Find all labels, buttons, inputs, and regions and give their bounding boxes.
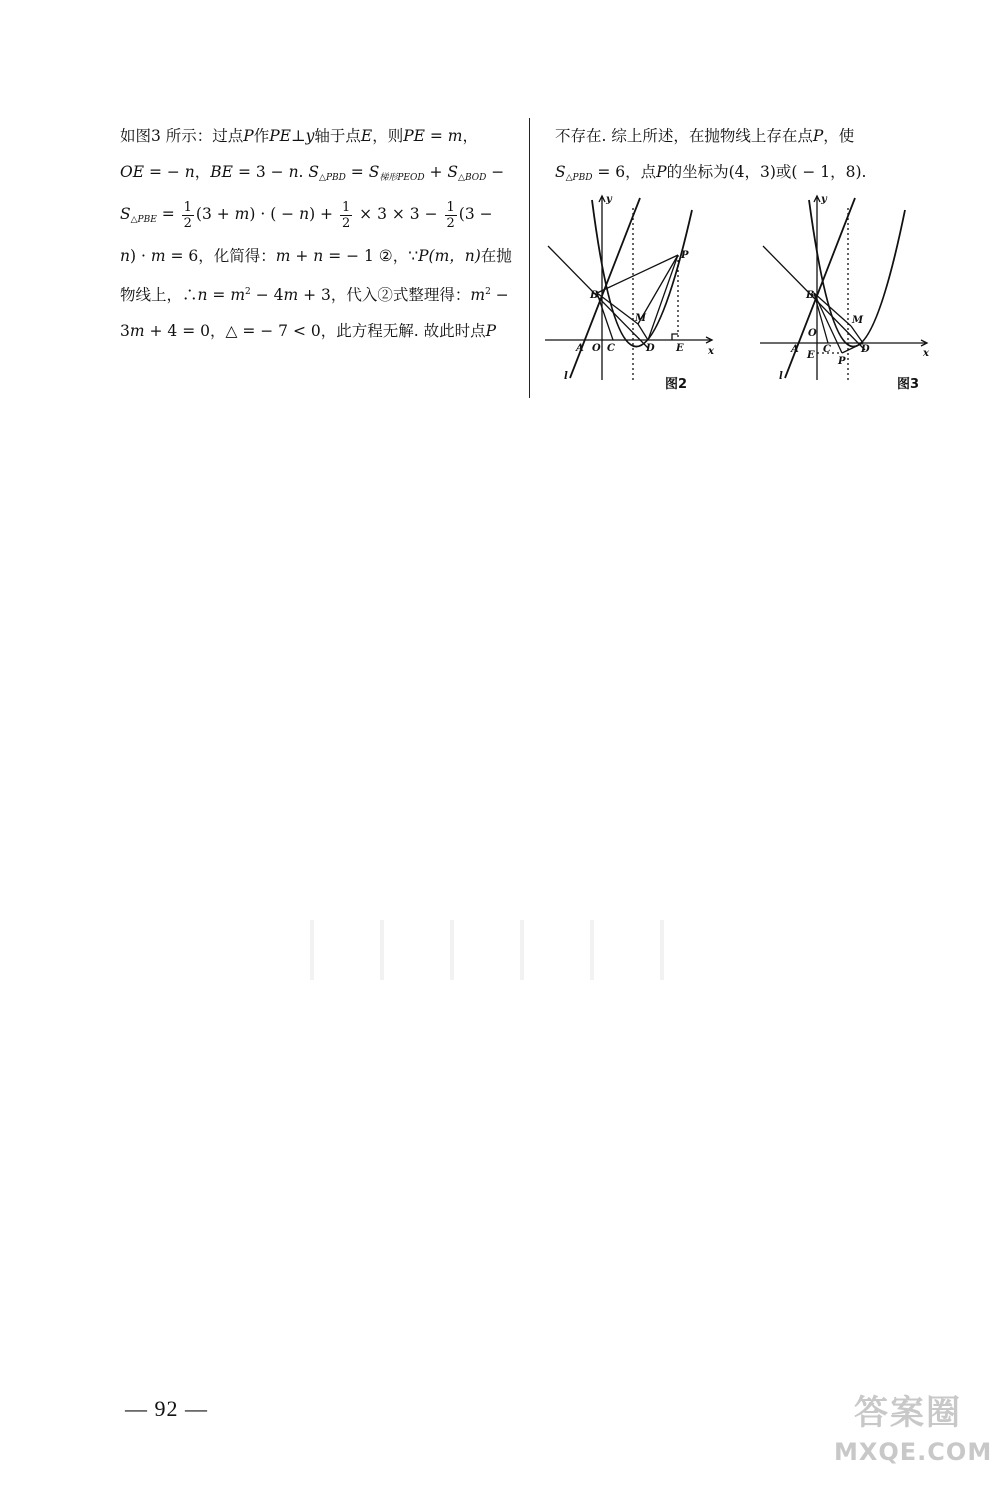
left-line-3 — [120, 196, 515, 238]
var-m: m — [230, 286, 246, 304]
text-segment: + 4 = 0，△ = − 7 < 0，此方程无解. 故此时点 — [144, 322, 486, 340]
label-x: x — [708, 346, 714, 357]
label-a: A — [576, 343, 584, 354]
text-segment: 不存在. 综上所述，在抛物线上存在点 — [555, 127, 813, 145]
fraction-denominator: 2 — [183, 215, 192, 231]
var-n: n — [120, 247, 130, 265]
fraction-denominator: 2 — [341, 215, 351, 231]
text-segment: 在抛 — [480, 247, 512, 265]
segment-pd — [648, 255, 678, 340]
label-p: P — [681, 250, 689, 261]
label-o: O — [592, 343, 601, 354]
segment-bp — [597, 255, 678, 293]
segment-bc — [597, 293, 613, 340]
label-d: D — [861, 344, 870, 355]
text-segment: = — [424, 127, 448, 145]
subscript: △PBD — [565, 173, 593, 183]
text-segment: 3 — [120, 322, 130, 340]
point-mn: (m，n) — [428, 247, 481, 265]
var-p: P — [485, 322, 497, 340]
var-s: S — [447, 163, 459, 181]
subscript: △BOD — [458, 173, 487, 183]
text-segment: = — [207, 286, 231, 304]
var-s: S — [368, 163, 380, 181]
var-m: m — [470, 286, 486, 304]
label-a: A — [791, 344, 799, 355]
var-pe: PE — [269, 127, 291, 145]
text-segment: 如图3 所示：过点 — [120, 127, 244, 145]
label-c: C — [607, 343, 615, 354]
var-s: S — [120, 205, 131, 223]
fraction — [182, 200, 194, 231]
right-column — [555, 118, 955, 196]
var-n: n — [197, 286, 208, 304]
fraction-numerator: 1 — [446, 199, 455, 215]
var-p: P — [812, 127, 824, 145]
text-segment: − — [490, 286, 509, 304]
text-segment: + — [290, 247, 314, 265]
text-segment: = − — [144, 163, 185, 181]
fraction-denominator: 2 — [446, 215, 455, 231]
var-m: m — [275, 247, 291, 265]
var-oe: OE — [120, 163, 145, 181]
var-p: P — [418, 247, 429, 265]
segment-md — [638, 324, 648, 340]
var-s: S — [555, 163, 566, 181]
watermark-logo — [834, 1391, 993, 1491]
var-e: E — [360, 127, 373, 145]
label-b: B — [590, 290, 599, 301]
subscript: 梯形PEOD — [379, 173, 425, 183]
page-number: — 92 — — [125, 1396, 208, 1421]
label-y: y — [821, 194, 827, 205]
text-segment: 轴于点 — [314, 127, 361, 145]
var-n: n — [288, 163, 299, 181]
segment-bm — [814, 293, 851, 326]
figure-3-caption: 图3 — [897, 377, 920, 392]
var-p: P — [243, 127, 254, 145]
label-o: O — [808, 328, 817, 339]
label-l: l — [564, 371, 568, 382]
label-l: l — [779, 371, 783, 382]
text-segment: = − 1 ②，∵ — [323, 247, 419, 265]
label-c: C — [823, 344, 831, 355]
var-m: m — [129, 322, 145, 340]
fraction — [445, 200, 457, 231]
subscript: △PBD — [319, 173, 346, 183]
label-y: y — [606, 194, 612, 205]
fraction — [340, 200, 352, 231]
label-m: M — [635, 313, 647, 324]
label-p: P — [838, 356, 846, 367]
text-segment: ⊥ — [291, 127, 306, 145]
var-n: n — [313, 247, 324, 265]
figure-3 — [755, 188, 935, 403]
var-n: n — [299, 205, 310, 223]
figure-2-caption: 图2 — [665, 377, 688, 392]
text-segment: . — [298, 163, 304, 181]
left-line-5 — [120, 274, 515, 313]
fraction-numerator: 1 — [341, 199, 351, 215]
text-segment: = 3 − — [233, 163, 289, 181]
text-segment: × 3 × 3 − — [354, 205, 443, 223]
text-segment: − 4 — [250, 286, 284, 304]
text-segment: ) · ( − — [249, 205, 300, 223]
figure-2-drawing — [540, 188, 720, 403]
parabola-curve — [592, 200, 692, 347]
var-y: y — [305, 127, 315, 145]
subscript: △PBE — [130, 215, 157, 225]
var-m: m — [447, 127, 463, 145]
label-e: E — [676, 343, 684, 354]
text-segment: ， — [462, 127, 479, 145]
left-line-2: OE = − n，BE = 3 − n. $S_{\triangle PBD} = S_{梯形PEOD} + S_{\triangle BOD}$ − — [120, 163, 505, 183]
right-line-1 — [555, 118, 955, 154]
left-column — [120, 118, 515, 349]
var-pe: PE — [403, 127, 425, 145]
left-line-6 — [120, 313, 515, 349]
var-m: m — [283, 286, 299, 304]
text-segment: ，则 — [372, 127, 404, 145]
left-line-1 — [120, 118, 515, 154]
label-e: E — [807, 350, 815, 361]
right-angle-mark — [672, 334, 678, 340]
figure-3-drawing — [755, 188, 935, 403]
text-segment: + 3，代入②式整理得： — [298, 286, 471, 304]
text-segment: ) + — [309, 205, 338, 223]
text-segment: 作 — [253, 127, 270, 145]
superscript: 2 — [485, 287, 491, 297]
watermark-url: MXQE.COM — [834, 1438, 993, 1466]
figure-2 — [540, 188, 720, 403]
text-segment: ，使 — [823, 127, 855, 145]
left-line-4 — [120, 238, 515, 274]
segment-pd — [842, 343, 863, 353]
text-segment: ) · — [129, 247, 151, 265]
var-s: S — [308, 163, 320, 181]
label-d: D — [646, 343, 655, 354]
segment-bm — [597, 293, 638, 324]
fraction-numerator: 1 — [183, 199, 192, 215]
text-segment: 物线上，∴ — [120, 286, 198, 304]
var-n: n — [184, 163, 195, 181]
column-divider — [529, 118, 530, 398]
label-m: M — [852, 315, 864, 326]
label-b: B — [806, 290, 815, 301]
text-segment: (3 + — [195, 205, 235, 223]
segment-md — [851, 326, 863, 343]
superscript: 2 — [245, 287, 251, 297]
text-segment: 的坐标为(4，3)或( − 1，8). — [666, 163, 867, 181]
text-segment: (3 − — [458, 205, 493, 223]
text-segment: = 6，点 — [592, 163, 657, 181]
text-segment: ， — [194, 163, 211, 181]
var-m: m — [150, 247, 166, 265]
var-p: P — [656, 163, 667, 181]
var-be: BE — [210, 163, 234, 181]
faint-bleed-through — [310, 920, 680, 980]
label-x: x — [923, 348, 929, 359]
var-m: m — [234, 205, 250, 223]
watermark-characters: 答案圈 — [854, 1393, 962, 1433]
text-segment: = — [156, 205, 180, 223]
text-segment: = 6，化简得： — [165, 247, 276, 265]
